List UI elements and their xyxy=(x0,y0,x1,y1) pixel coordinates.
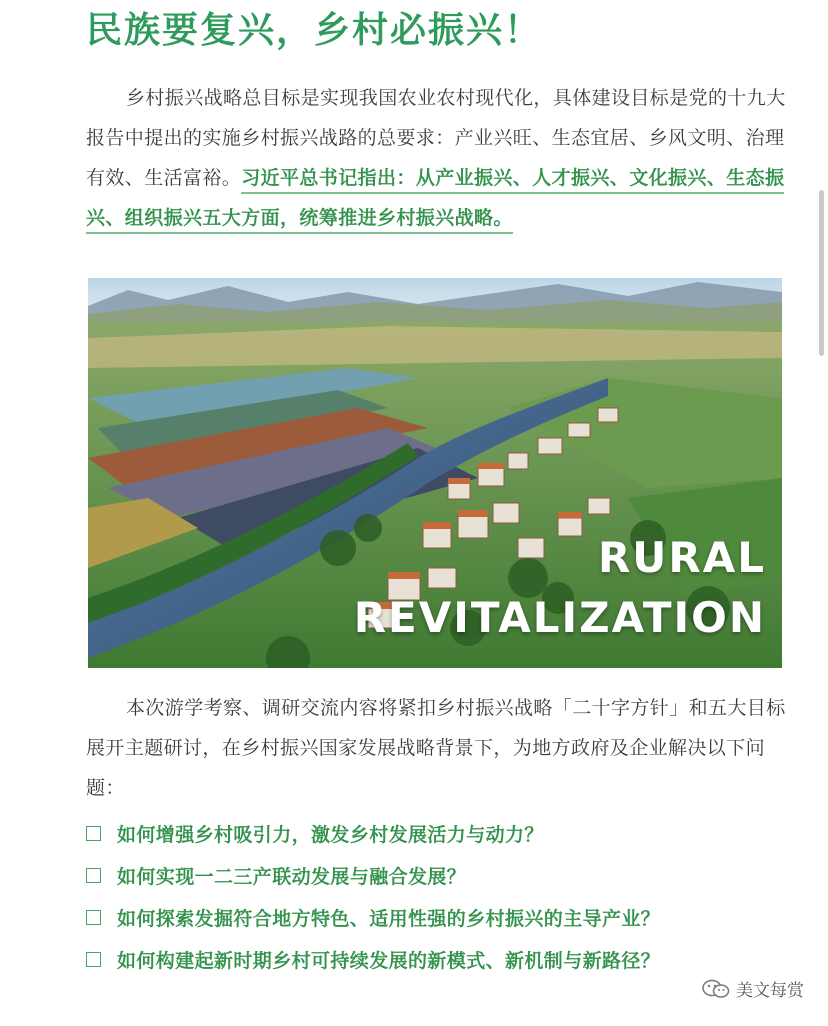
page-title: 民族要复兴，乡村必振兴！ xyxy=(86,9,543,51)
body-paragraph: 本次游学考察、调研交流内容将紧扣乡村振兴战略「二十字方针」和五大目标展开主题研讨，在乡村振兴国家发展战略背景下，为地方政府及企业解决以下问题： xyxy=(86,697,786,799)
hero-image xyxy=(88,278,782,668)
question-text: 如何增强乡村吸引力，激发乡村发展活力与动力？ xyxy=(117,823,544,846)
intro-paragraph xyxy=(86,78,786,238)
watermark-text: 美文每赏 xyxy=(736,981,804,1001)
question-text: 如何构建起新时期乡村可持续发展的新模式、新机制与新路径？ xyxy=(117,949,661,972)
source-watermark xyxy=(702,976,804,1001)
question-list xyxy=(86,812,806,980)
wechat-icon xyxy=(702,979,730,999)
scrollbar[interactable] xyxy=(819,190,824,356)
intro-highlight-2: 统筹推进乡村振兴战略。 xyxy=(299,207,512,234)
question-text: 如何探索发掘符合地方特色、适用性强的乡村振兴的主导产业？ xyxy=(117,907,661,930)
intro-text: 乡村振兴战略总目标是实现我国农业农村现代化，具体建设目标是党的十九大报告中提出的实施乡村振兴战路的总要求：产业兴旺、生态宜居、乡风文明、治理有效、生活富裕。 xyxy=(86,87,786,189)
checkbox-icon xyxy=(86,910,101,925)
list-item xyxy=(86,938,806,980)
list-item xyxy=(86,812,806,854)
checkbox-icon xyxy=(86,826,101,841)
checkbox-icon xyxy=(86,868,101,883)
list-item xyxy=(86,854,806,896)
hero-text-rural: RURAL xyxy=(597,533,766,582)
checkbox-icon xyxy=(86,952,101,967)
question-text: 如何实现一二三产联动发展与融合发展？ xyxy=(117,865,467,888)
hero-text-revitalization: REVITALIZATION xyxy=(353,593,766,642)
list-item xyxy=(86,896,806,938)
intro-highlight-1: 习近平总书记指出：从产业振兴、人才振兴、文化振兴、生态振兴、组织振兴五大方面， xyxy=(86,167,784,234)
